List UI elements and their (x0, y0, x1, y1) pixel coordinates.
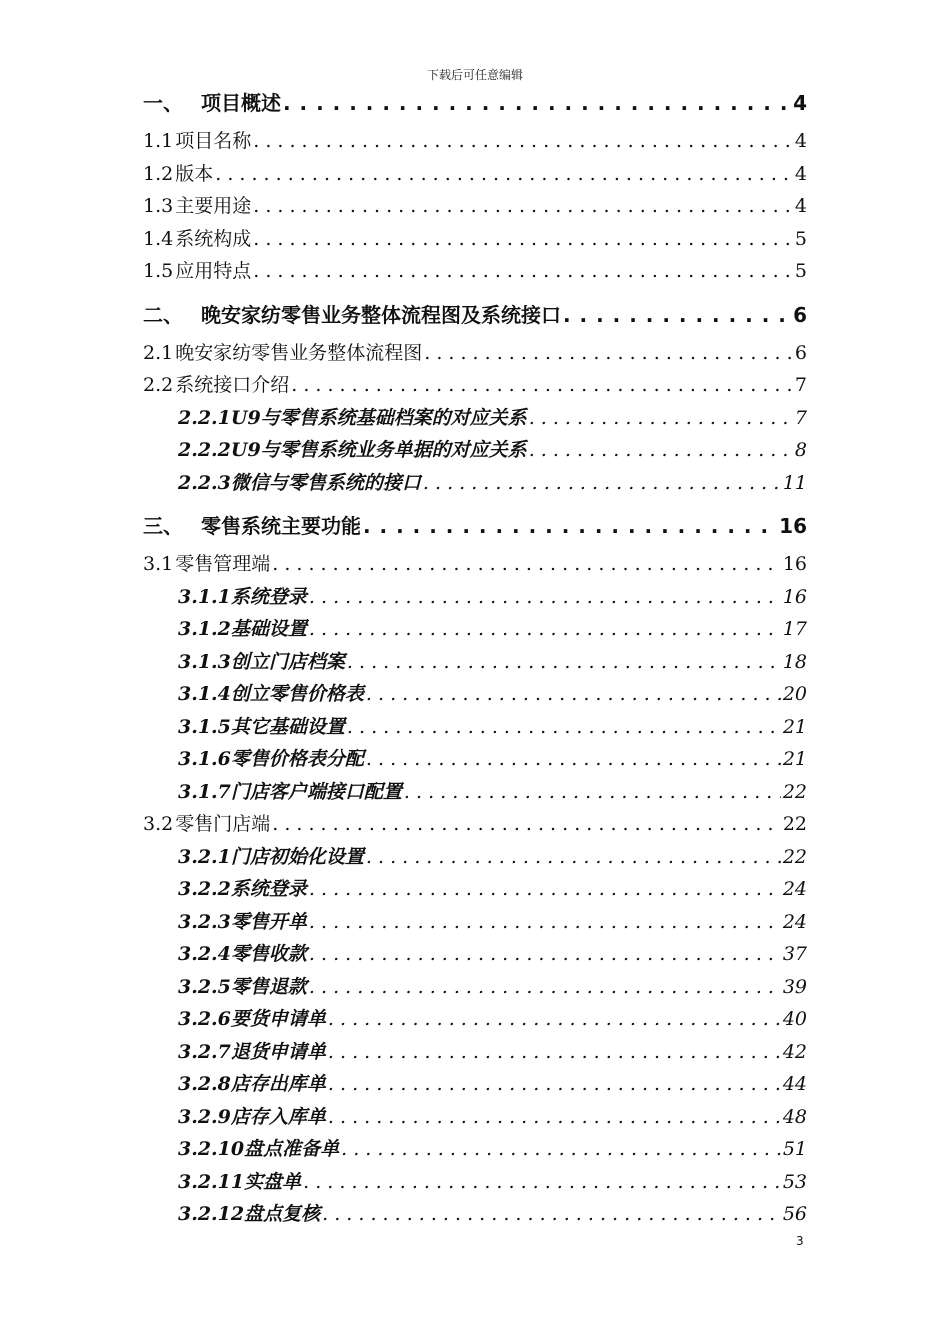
toc-entry-level3[interactable] (143, 873, 807, 906)
toc-entry-level3[interactable] (143, 841, 807, 874)
toc-dot-leader (328, 1003, 781, 1036)
toc-dot-leader (309, 581, 781, 614)
toc-dot-leader (283, 82, 791, 125)
toc-entry-page-number: 18 (782, 650, 807, 673)
toc-entry-level3[interactable] (143, 1166, 807, 1199)
toc-entry-number: 3.2.1 (178, 845, 231, 868)
toc-entry-page-number: 6 (794, 341, 807, 364)
toc-entry-number: 3.1.7 (178, 780, 231, 803)
toc-entry-title: 应用特点 (175, 260, 252, 282)
toc-entry-level3[interactable] (143, 711, 807, 744)
toc-dot-leader (272, 548, 781, 581)
toc-entry-number: 3.1.4 (178, 683, 231, 705)
toc-entry-level3[interactable] (143, 467, 807, 500)
toc-dot-leader (309, 906, 781, 939)
toc-entry-level3[interactable] (143, 613, 807, 646)
toc-dot-leader (253, 255, 793, 288)
toc-dot-leader (366, 743, 781, 776)
toc-entry-title: 晚安家纺零售业务整体流程图及系统接口 (201, 302, 561, 327)
toc-dot-leader (253, 190, 793, 223)
toc-entry-page-number: 16 (779, 514, 807, 538)
toc-entry-number: 3.2.6 (178, 1008, 231, 1030)
toc-entry-title: 零售系统主要功能 (201, 514, 361, 538)
toc-entry-number: 3.2.12 (178, 1203, 245, 1225)
toc-entry-title: 基础设置 (230, 618, 307, 640)
toc-entry-title: U9与零售系统基础档案的对应关系 (230, 406, 527, 429)
toc-entry-title: 店存入库单 (230, 1105, 326, 1128)
toc-entry-title: U9与零售系统业务单据的对应关系 (230, 439, 527, 461)
toc-dot-leader (563, 294, 791, 337)
toc-dot-leader (322, 1198, 781, 1231)
toc-entry-number: 2.2.2 (178, 439, 231, 461)
toc-entry-title: 实盘单 (244, 1170, 302, 1193)
toc-entry-level2[interactable] (143, 548, 807, 581)
toc-entry-title: 系统登录 (230, 585, 307, 608)
toc-entry-level3[interactable] (143, 1003, 807, 1036)
toc-entry-title: 项目名称 (175, 130, 252, 152)
toc-entry-level1[interactable] (143, 82, 807, 125)
toc-entry-level3[interactable] (143, 402, 807, 435)
toc-dot-leader (328, 1101, 781, 1134)
toc-entry-page-number: 24 (782, 910, 807, 933)
toc-entry-level3[interactable] (143, 581, 807, 614)
toc-entry-page-number: 24 (782, 878, 807, 900)
toc-dot-leader (272, 808, 781, 841)
toc-entry-level3[interactable] (143, 1133, 807, 1166)
toc-entry-level3[interactable] (143, 971, 807, 1004)
toc-entry-level2[interactable] (143, 190, 807, 223)
toc-entry-title: 店存出库单 (230, 1073, 326, 1095)
toc-entry-number: 3.1 (143, 553, 174, 575)
toc-entry-page-number: 48 (782, 1105, 807, 1128)
toc-entry-page-number: 22 (782, 845, 807, 868)
toc-entry-number: 3.2.10 (178, 1138, 245, 1160)
toc-entry-title: 创立门店档案 (230, 650, 345, 673)
toc-entry-level2[interactable] (143, 369, 807, 402)
toc-entry-number: 2.2.3 (178, 471, 231, 494)
toc-dot-leader (303, 1166, 781, 1199)
toc-entry-number: 3.2.5 (178, 975, 231, 998)
toc-entry-number: 3.2.9 (178, 1105, 231, 1128)
toc-entry-level3[interactable] (143, 938, 807, 971)
toc-dot-leader (423, 467, 781, 500)
toc-entry-number: 2.1 (143, 341, 174, 364)
toc-entry-title: 微信与零售系统的接口 (230, 471, 421, 494)
toc-entry-title: 零售门店端 (175, 813, 271, 835)
toc-entry-title: 版本 (175, 162, 214, 185)
toc-entry-number: 3.2.3 (178, 910, 231, 933)
toc-entry-page-number: 16 (782, 585, 807, 608)
toc-dot-leader (215, 158, 793, 191)
toc-entry-title: 零售收款 (230, 943, 307, 965)
toc-entry-level3[interactable] (143, 1036, 807, 1069)
toc-entry-number: 3.2.4 (178, 943, 231, 965)
toc-entry-title: 零售价格表分配 (230, 748, 364, 770)
toc-entry-level2[interactable] (143, 808, 807, 841)
toc-entry-title: 盘点准备单 (244, 1138, 340, 1160)
toc-dot-leader (529, 434, 793, 467)
toc-entry-number: 1.3 (143, 195, 174, 217)
toc-entry-number: 1.4 (143, 227, 174, 250)
toc-entry-page-number: 4 (793, 91, 807, 115)
toc-entry-page-number: 5 (794, 260, 807, 282)
toc-entry-level1[interactable] (143, 294, 807, 337)
toc-entry-title: 系统构成 (175, 227, 252, 250)
toc-entry-title: 晚安家纺零售业务整体流程图 (175, 341, 423, 364)
toc-entry-title: 盘点复核 (244, 1203, 321, 1225)
toc-entry-page-number: 8 (794, 439, 807, 461)
toc-entry-number: 二、 (143, 302, 183, 327)
toc-dot-leader (529, 402, 793, 435)
toc-dot-leader (347, 711, 781, 744)
toc-entry-level3[interactable] (143, 1198, 807, 1231)
toc-dot-leader (328, 1036, 781, 1069)
toc-entry-number: 3.2.8 (178, 1073, 231, 1095)
toc-entry-number: 3.1.6 (178, 748, 231, 770)
toc-entry-level3[interactable] (143, 1068, 807, 1101)
toc-entry-page-number: 4 (794, 130, 807, 152)
toc-entry-number: 3.2.7 (178, 1040, 231, 1063)
toc-entry-page-number: 53 (782, 1170, 807, 1193)
toc-entry-page-number: 20 (782, 683, 807, 705)
toc-entry-page-number: 56 (782, 1203, 807, 1225)
toc-entry-number: 3.1.2 (178, 618, 231, 640)
toc-entry-number: 2.2 (143, 374, 174, 396)
toc-entry-title: 零售退款 (230, 975, 307, 998)
page-header-note: 下载后可任意编辑 (426, 68, 523, 82)
toc-entry-title: 退货申请单 (230, 1040, 326, 1063)
toc-entry-page-number: 21 (782, 715, 807, 738)
toc-entry-page-number: 51 (782, 1138, 807, 1160)
toc-dot-leader (309, 938, 781, 971)
toc-entry-number: 一、 (143, 91, 183, 115)
toc-dot-leader (366, 841, 781, 874)
toc-entry-page-number: 39 (782, 975, 807, 998)
toc-entry-page-number: 7 (794, 374, 807, 396)
toc-entry-level3[interactable] (143, 646, 807, 679)
toc-entry-page-number: 42 (782, 1040, 807, 1063)
toc-entry-page-number: 21 (782, 748, 807, 770)
toc-entry-title: 要货申请单 (230, 1008, 326, 1030)
toc-dot-leader (309, 613, 781, 646)
toc-entry-title: 创立零售价格表 (230, 683, 364, 705)
toc-entry-page-number: 6 (793, 302, 807, 327)
toc-entry-page-number: 22 (782, 813, 807, 835)
toc-entry-title: 系统接口介绍 (175, 374, 290, 396)
toc-entry-number: 三、 (143, 514, 183, 538)
toc-entry-level2[interactable] (143, 255, 807, 288)
toc-entry-page-number: 7 (794, 406, 807, 429)
toc-dot-leader (309, 971, 781, 1004)
toc-entry-number: 3.2.2 (178, 878, 231, 900)
toc-entry-level2[interactable] (143, 158, 807, 191)
toc-entry-page-number: 40 (782, 1008, 807, 1030)
toc-dot-leader (424, 337, 793, 370)
toc-entry-level2[interactable] (143, 125, 807, 158)
toc-entry-page-number: 4 (794, 162, 807, 185)
toc-dot-leader (253, 223, 793, 256)
toc-entry-page-number: 4 (794, 195, 807, 217)
toc-dot-leader (253, 125, 793, 158)
toc-entry-level2[interactable] (143, 337, 807, 370)
toc-entry-page-number: 44 (782, 1073, 807, 1095)
toc-entry-level3[interactable] (143, 1101, 807, 1134)
toc-entry-title: 系统登录 (230, 878, 307, 900)
toc-dot-leader (341, 1133, 781, 1166)
toc-entry-number: 3.1.3 (178, 650, 231, 673)
toc-entry-level3[interactable] (143, 776, 807, 809)
toc-entry-number: 3.2.11 (178, 1170, 245, 1193)
page-number: 3 (796, 1234, 804, 1248)
toc-entry-level3[interactable] (143, 678, 807, 711)
toc-entry-number: 3.2 (143, 813, 174, 835)
toc-dot-leader (366, 678, 781, 711)
toc-entry-title: 其它基础设置 (230, 715, 345, 738)
toc-entry-title: 主要用途 (175, 195, 252, 217)
toc-entry-title: 门店客户端接口配置 (230, 780, 402, 803)
toc-entry-title: 项目概述 (201, 91, 281, 115)
toc-entry-level3[interactable] (143, 434, 807, 467)
toc-entry-page-number: 16 (782, 553, 807, 575)
toc-entry-page-number: 11 (782, 471, 807, 494)
toc-entry-page-number: 17 (782, 618, 807, 640)
toc-entry-title: 零售开单 (230, 910, 307, 933)
toc-entry-level3[interactable] (143, 743, 807, 776)
toc-entry-title: 零售管理端 (175, 553, 271, 575)
toc-entry-level3[interactable] (143, 906, 807, 939)
toc-entry-number: 1.2 (143, 162, 174, 185)
toc-entry-level2[interactable] (143, 223, 807, 256)
table-of-contents (143, 80, 807, 1231)
toc-dot-leader (328, 1068, 781, 1101)
toc-entry-title: 门店初始化设置 (230, 845, 364, 868)
toc-entry-number: 3.1.1 (178, 585, 231, 608)
toc-entry-number: 2.2.1 (178, 406, 231, 429)
toc-dot-leader (291, 369, 793, 402)
toc-entry-page-number: 37 (782, 943, 807, 965)
toc-dot-leader (404, 776, 781, 809)
toc-dot-leader (363, 505, 777, 548)
toc-dot-leader (347, 646, 781, 679)
toc-entry-page-number: 22 (782, 780, 807, 803)
toc-entry-number: 1.1 (143, 130, 174, 152)
toc-entry-number: 3.1.5 (178, 715, 231, 738)
toc-entry-page-number: 5 (794, 227, 807, 250)
toc-dot-leader (309, 873, 781, 906)
toc-entry-level1[interactable] (143, 505, 807, 548)
toc-entry-number: 1.5 (143, 260, 174, 282)
